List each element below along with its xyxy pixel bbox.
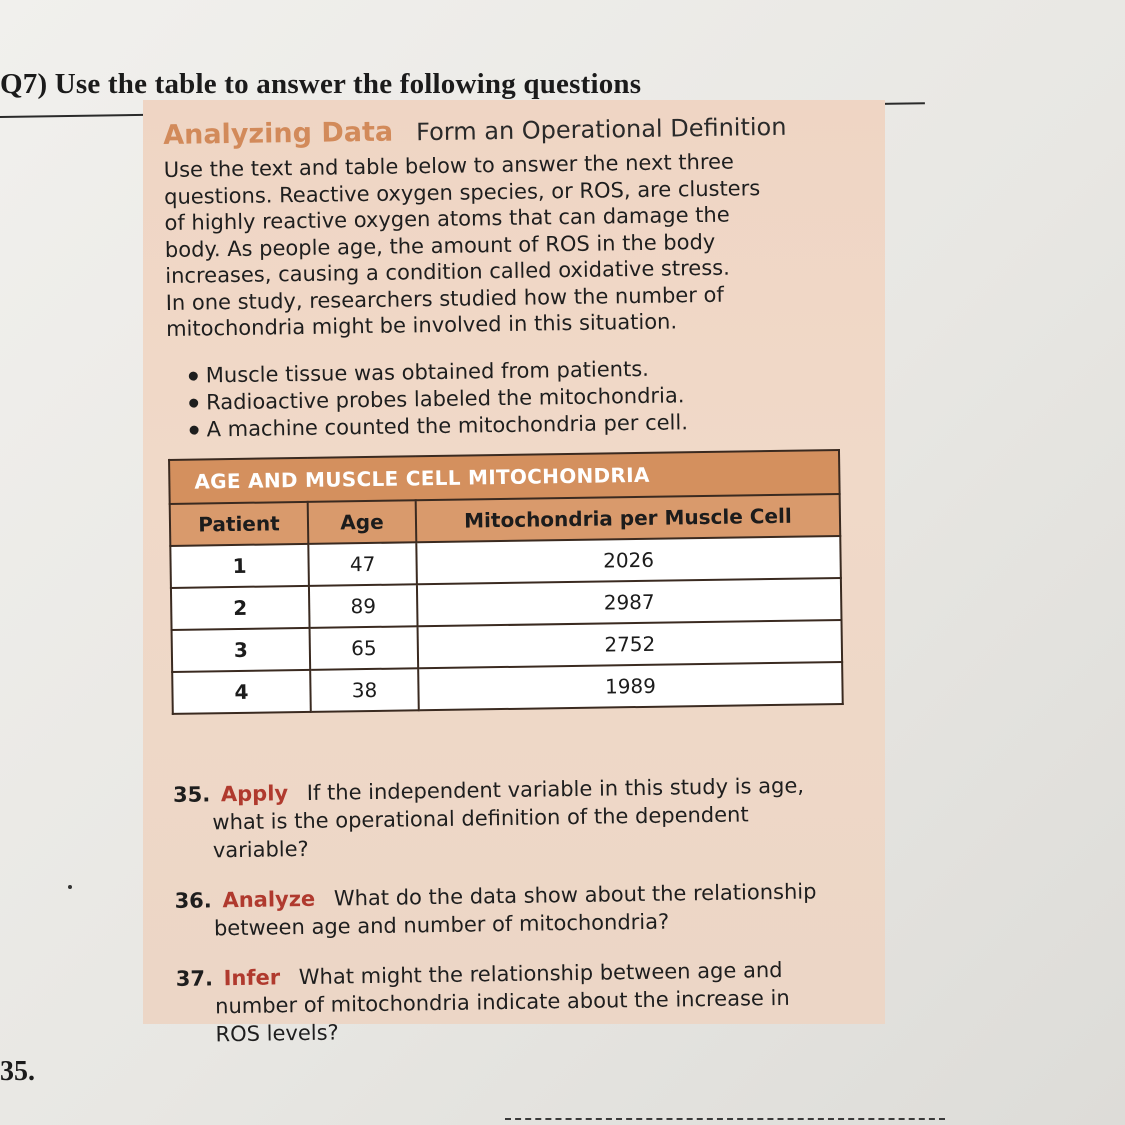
intro-line: In one study, researchers studied how the number of	[165, 282, 724, 315]
panel-content	[163, 109, 887, 1070]
age-cell: 38	[310, 668, 419, 712]
question-number: 36.	[174, 887, 212, 913]
intro-line: mitochondria might be involved in this situation.	[165, 309, 678, 341]
mitochondria-cell: 2752	[418, 619, 843, 667]
panel-brand: Analyzing Data	[163, 116, 394, 151]
question-text: What do the data show about the relationship	[333, 878, 817, 911]
bullet-text: Muscle tissue was obtained from patients.	[205, 356, 650, 387]
question-title: Q7) Use the table to answer the following questions	[0, 68, 642, 100]
intro-line: questions. Reactive oxygen species, or ROS, are clusters	[163, 175, 761, 209]
age-cell: 47	[308, 542, 417, 586]
intro-line: body. As people age, the amount of ROS in the body	[164, 229, 716, 262]
question-text: what is the operational definition of the dependent	[212, 801, 749, 834]
intro-paragraph	[164, 148, 807, 343]
intro-line: of highly reactive oxygen atoms that can damage the	[164, 202, 730, 235]
question-text: number of mitochondria indicate about the increase in	[214, 985, 790, 1018]
question-list	[173, 770, 887, 1049]
question-skill: Infer	[223, 964, 281, 990]
bullet-dot-icon	[190, 426, 199, 435]
patient-cell: 2	[171, 585, 310, 629]
mitochondria-cell: 1989	[418, 661, 843, 709]
intro-line: increases, causing a condition called oxidative stress.	[165, 255, 730, 288]
patient-cell: 3	[172, 627, 311, 671]
table-row	[172, 661, 843, 713]
column-header-age: Age	[308, 500, 417, 544]
intro-line: Use the text and table below to answer the next three	[163, 149, 735, 182]
question-skill: Analyze	[222, 886, 316, 912]
mitochondria-cell: 2026	[416, 535, 841, 583]
bullet-dot-icon	[189, 399, 198, 408]
patient-cell: 1	[170, 543, 309, 587]
question-35	[173, 770, 884, 865]
question-text: What might the relationship between age and	[298, 957, 783, 989]
mitochondria-table	[168, 448, 844, 714]
page-number: 35.	[0, 1056, 35, 1087]
question-text: between age and number of mitochondria?	[213, 909, 670, 940]
column-header-patient: Patient	[170, 501, 309, 545]
bullet-text: A machine counted the mitochondria per cell.	[206, 409, 689, 441]
bottom-answer-rule	[505, 1118, 945, 1122]
table-caption: AGE AND MUSCLE CELL MITOCHONDRIA	[169, 450, 840, 504]
stray-mark	[68, 885, 72, 889]
bullet-text: Radioactive probes labeled the mitochondria.	[206, 382, 685, 414]
question-text: If the independent variable in this study is age,	[306, 773, 805, 805]
question-text: variable?	[212, 836, 309, 862]
bullet-dot-icon	[189, 372, 198, 381]
mitochondria-cell: 2987	[417, 577, 842, 625]
age-cell: 89	[309, 584, 418, 628]
bullet-list	[189, 352, 878, 443]
question-36	[174, 876, 885, 943]
question-number: 37.	[175, 965, 214, 991]
question-text: ROS levels?	[215, 1019, 339, 1046]
age-cell: 65	[310, 626, 419, 670]
question-37	[176, 954, 887, 1049]
question-skill: Apply	[220, 780, 289, 806]
panel-heading	[163, 109, 873, 151]
column-header-mitochondria: Mitochondria per Muscle Cell	[416, 494, 841, 542]
panel-subtitle: Form an Operational Definition	[415, 112, 787, 147]
analyzing-data-panel	[143, 100, 885, 1046]
question-number: 35.	[172, 781, 211, 807]
patient-cell: 4	[172, 669, 311, 713]
